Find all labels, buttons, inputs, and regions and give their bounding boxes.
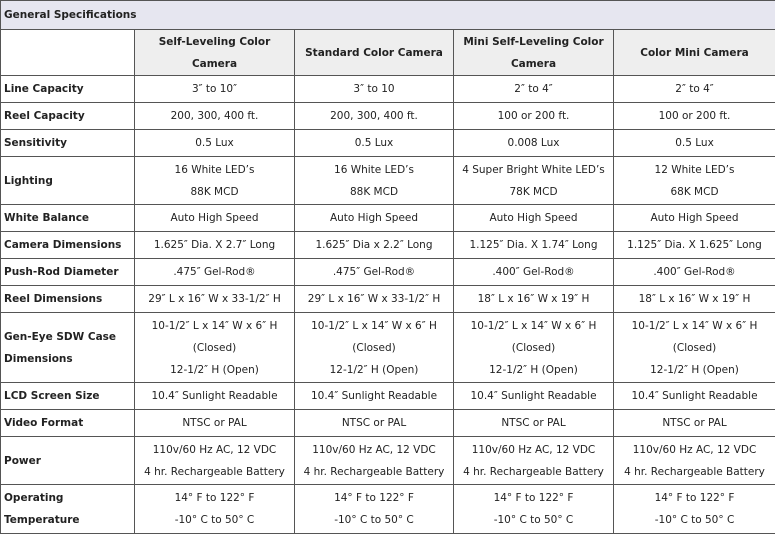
- table-row: [1, 485, 775, 534]
- table-cell: [614, 313, 775, 383]
- row-header: [1, 437, 135, 485]
- cell-line: 1.625″ Dia x 2.2″ Long: [315, 239, 433, 251]
- table-cell: [614, 205, 775, 232]
- cell-line: NTSC or PAL: [662, 417, 727, 429]
- cell-line: -10° C to 50° C: [654, 514, 735, 526]
- cell-line: 110v/60 Hz AC, 12 VDC: [312, 443, 436, 456]
- table-row: [1, 313, 775, 383]
- row-header-line: Temperature: [4, 514, 80, 526]
- column-header: Self-Leveling Color Camera: [135, 30, 295, 76]
- cell-line: 0.008 Lux: [507, 137, 560, 149]
- row-header-line: Video Format: [4, 417, 84, 429]
- row-header-line: Reel Capacity: [4, 110, 85, 122]
- row-header: [1, 259, 135, 286]
- row-header-line: Power: [4, 454, 41, 467]
- table-cell: [135, 76, 295, 103]
- table-cell: [454, 76, 614, 103]
- cell-line: 16 White LED’s: [334, 163, 414, 176]
- cell-line: 68K MCD: [670, 185, 719, 198]
- cell-line: 10.4″ Sunlight Readable: [151, 390, 278, 402]
- table-cell: [295, 313, 454, 383]
- table-cell: [295, 103, 454, 130]
- cell-line: 4 hr. Rechargeable Battery: [463, 465, 604, 478]
- table-cell: [614, 103, 775, 130]
- row-header-line: Operating: [4, 492, 64, 504]
- row-header: [1, 313, 135, 383]
- cell-line: 14° F to 122° F: [654, 492, 735, 504]
- row-header-line: Reel Dimensions: [4, 293, 103, 305]
- table-row: [1, 205, 775, 232]
- cell-line: 12-1/2″ H (Open): [650, 363, 739, 376]
- column-header: Mini Self-Leveling Color Camera: [454, 30, 614, 76]
- table-cell: [454, 205, 614, 232]
- cell-line: NTSC or PAL: [341, 417, 407, 429]
- cell-line: 110v/60 Hz AC, 12 VDC: [471, 443, 596, 456]
- table-cell: [614, 410, 775, 437]
- cell-line: 110v/60 Hz AC, 12 VDC: [152, 443, 277, 456]
- cell-line: 4 hr. Rechargeable Battery: [624, 465, 765, 478]
- row-header-line: Sensitivity: [4, 137, 67, 149]
- table-cell: [614, 232, 775, 259]
- row-header: [1, 383, 135, 410]
- table-cell: [454, 232, 614, 259]
- table-cell: [454, 437, 614, 485]
- cell-line: (Closed): [352, 341, 396, 354]
- cell-line: 1.125″ Dia. X 1.625″ Long: [627, 239, 762, 251]
- table-cell: [135, 205, 295, 232]
- cell-line: 10.4″ Sunlight Readable: [631, 390, 758, 402]
- cell-line: 78K MCD: [509, 185, 558, 198]
- corner-cell: [1, 30, 135, 76]
- table-cell: [295, 383, 454, 410]
- table-cell: [295, 437, 454, 485]
- table-row: [1, 410, 775, 437]
- table-cell: [295, 410, 454, 437]
- cell-line: 2″ to 4″: [514, 83, 553, 95]
- table-cell: [454, 286, 614, 313]
- column-header: Color Mini Camera: [614, 30, 775, 76]
- row-header-line: Push-Rod Diameter: [4, 266, 119, 278]
- table-cell: [454, 383, 614, 410]
- cell-line: Auto High Speed: [650, 212, 739, 224]
- table-title-row: [1, 1, 775, 30]
- table-cell: [135, 383, 295, 410]
- cell-line: .400″ Gel-Rod®: [492, 266, 575, 278]
- cell-line: Auto High Speed: [170, 212, 259, 224]
- table-cell: [135, 485, 295, 534]
- cell-line: 29″ L x 16″ W x 33-1/2″ H: [307, 293, 441, 305]
- table-row: [1, 76, 775, 103]
- table-cell: [614, 485, 775, 534]
- cell-line: 4 hr. Rechargeable Battery: [303, 465, 445, 478]
- table-cell: [614, 437, 775, 485]
- cell-line: 100 or 200 ft.: [658, 110, 731, 122]
- row-header-line: Dimensions: [4, 352, 73, 365]
- cell-line: 4 hr. Rechargeable Battery: [144, 465, 285, 478]
- cell-line: (Closed): [672, 341, 717, 354]
- table-cell: [454, 157, 614, 205]
- table-row: [1, 103, 775, 130]
- table-cell: [295, 232, 454, 259]
- table-row: [1, 130, 775, 157]
- table-cell: [135, 157, 295, 205]
- table-cell: [454, 410, 614, 437]
- table-cell: [135, 232, 295, 259]
- table-cell: [454, 103, 614, 130]
- cell-line: 4 Super Bright White LED’s: [462, 163, 605, 176]
- cell-line: (Closed): [511, 341, 556, 354]
- table-cell: [135, 103, 295, 130]
- table-cell: [454, 259, 614, 286]
- cell-line: -10° C to 50° C: [334, 514, 414, 526]
- cell-line: 12-1/2″ H (Open): [489, 363, 578, 376]
- cell-line: 110v/60 Hz AC, 12 VDC: [632, 443, 757, 456]
- table-cell: [295, 485, 454, 534]
- table-title: General Specifications: [1, 1, 775, 30]
- cell-line: 10-1/2″ L x 14″ W x 6″ H: [631, 319, 758, 332]
- row-header: [1, 205, 135, 232]
- table-cell: [295, 157, 454, 205]
- table-cell: [614, 130, 775, 157]
- cell-line: 200, 300, 400 ft.: [170, 110, 259, 122]
- table-cell: [135, 313, 295, 383]
- cell-line: 16 White LED’s: [174, 163, 255, 176]
- cell-line: 12-1/2″ H (Open): [329, 363, 419, 376]
- row-header: [1, 286, 135, 313]
- table-row: [1, 259, 775, 286]
- cell-line: -10° C to 50° C: [493, 514, 574, 526]
- cell-line: .475″ Gel-Rod®: [332, 266, 416, 278]
- table-cell: [135, 410, 295, 437]
- cell-line: .475″ Gel-Rod®: [173, 266, 256, 278]
- table-cell: [614, 76, 775, 103]
- cell-line: 88K MCD: [349, 185, 399, 198]
- row-header-line: LCD Screen Size: [4, 390, 100, 402]
- cell-line: -10° C to 50° C: [174, 514, 255, 526]
- table-cell: [135, 130, 295, 157]
- table-cell: [454, 130, 614, 157]
- cell-line: 18″ L x 16″ W x 19″ H: [638, 293, 751, 305]
- cell-line: NTSC or PAL: [501, 417, 566, 429]
- cell-line: 0.5 Lux: [195, 137, 234, 149]
- table-row: [1, 383, 775, 410]
- cell-line: 10.4″ Sunlight Readable: [310, 390, 438, 402]
- column-header: Standard Color Camera: [295, 30, 454, 76]
- cell-line: (Closed): [192, 341, 237, 354]
- table-cell: [135, 259, 295, 286]
- cell-line: NTSC or PAL: [182, 417, 247, 429]
- cell-line: Auto High Speed: [329, 212, 419, 224]
- table-cell: [454, 313, 614, 383]
- row-header-line: Line Capacity: [4, 83, 84, 95]
- cell-line: 100 or 200 ft.: [497, 110, 570, 122]
- cell-line: 200, 300, 400 ft.: [330, 110, 418, 122]
- table-cell: [614, 157, 775, 205]
- table-cell: [295, 130, 454, 157]
- table-cell: [295, 205, 454, 232]
- column-header-row: [1, 30, 775, 76]
- table-cell: [135, 286, 295, 313]
- cell-line: 12 White LED’s: [654, 163, 735, 176]
- row-header: [1, 232, 135, 259]
- row-header: [1, 410, 135, 437]
- cell-line: 3″ to 10″: [191, 83, 238, 95]
- cell-line: Auto High Speed: [489, 212, 578, 224]
- table-cell: [454, 485, 614, 534]
- cell-line: 14° F to 122° F: [334, 492, 414, 504]
- cell-line: 14° F to 122° F: [174, 492, 255, 504]
- cell-line: 2″ to 4″: [675, 83, 714, 95]
- table-cell: [295, 76, 454, 103]
- table-cell: [614, 286, 775, 313]
- table-row: [1, 232, 775, 259]
- cell-line: 29″ L x 16″ W x 33-1/2″ H: [148, 293, 281, 305]
- cell-line: 10-1/2″ L x 14″ W x 6″ H: [311, 319, 437, 332]
- row-header-line: White Balance: [4, 212, 90, 224]
- cell-line: 0.5 Lux: [675, 137, 714, 149]
- cell-line: 10-1/2″ L x 14″ W x 6″ H: [151, 319, 278, 332]
- cell-line: 1.625″ Dia. X 2.7″ Long: [153, 239, 276, 251]
- table-cell: [135, 437, 295, 485]
- cell-line: 12-1/2″ H (Open): [170, 363, 259, 376]
- cell-line: .400″ Gel-Rod®: [653, 266, 736, 278]
- cell-line: 3″ to 10: [353, 83, 395, 95]
- table-cell: [614, 383, 775, 410]
- cell-line: 10-1/2″ L x 14″ W x 6″ H: [470, 319, 597, 332]
- table-cell: [614, 259, 775, 286]
- row-header: [1, 76, 135, 103]
- table-cell: [295, 286, 454, 313]
- table-row: [1, 286, 775, 313]
- table-row: [1, 157, 775, 205]
- cell-line: 0.5 Lux: [354, 137, 394, 149]
- cell-line: 18″ L x 16″ W x 19″ H: [477, 293, 590, 305]
- row-header-line: Camera Dimensions: [4, 239, 122, 251]
- row-header: [1, 130, 135, 157]
- row-header-line: Gen-Eye SDW Case: [4, 330, 117, 343]
- row-header-line: Lighting: [4, 174, 53, 187]
- table-cell: [295, 259, 454, 286]
- table-row: [1, 437, 775, 485]
- row-header: [1, 485, 135, 534]
- cell-line: 88K MCD: [190, 185, 239, 198]
- cell-line: 1.125″ Dia. X 1.74″ Long: [469, 239, 598, 251]
- cell-line: 14° F to 122° F: [493, 492, 574, 504]
- row-header: [1, 103, 135, 130]
- cell-line: 10.4″ Sunlight Readable: [470, 390, 597, 402]
- row-header: [1, 157, 135, 205]
